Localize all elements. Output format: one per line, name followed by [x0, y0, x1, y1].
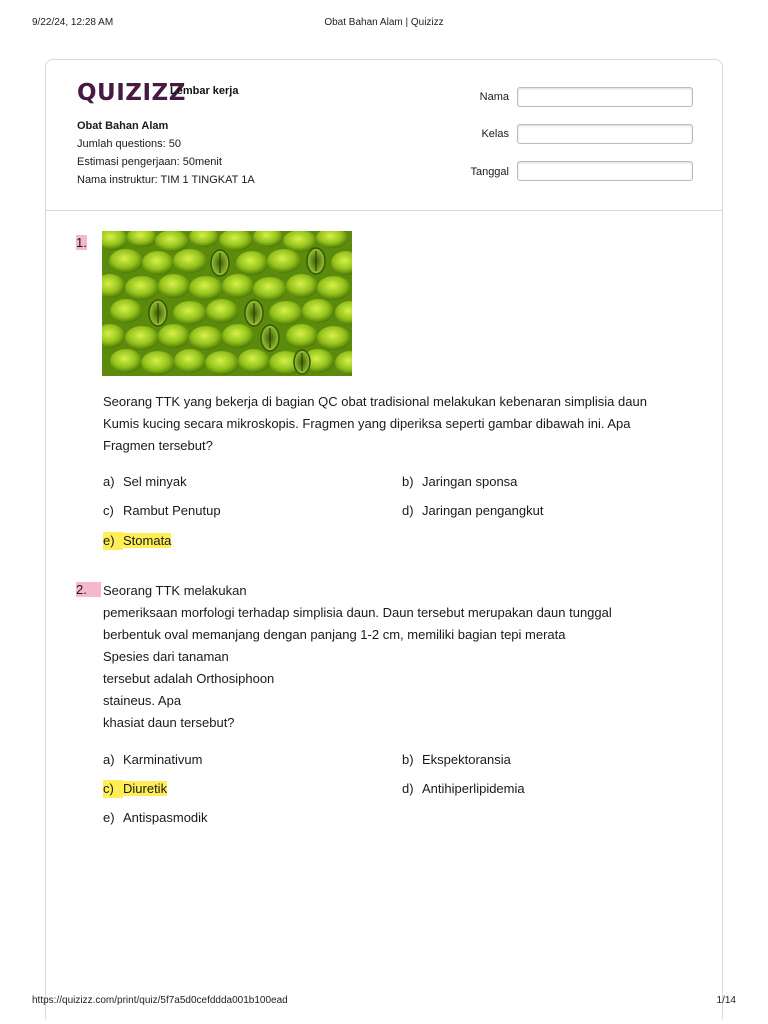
class-field[interactable] [517, 124, 693, 144]
date-label: Tanggal [470, 166, 509, 178]
question-2-option-e: e) Antispasmodik [103, 810, 208, 825]
worksheet-type-label: Lembar kerja [170, 85, 239, 97]
question-1-option-e-correct: e) Stomata [103, 533, 172, 548]
worksheet-header [46, 60, 722, 211]
question-count: Jumlah questions: 50 [77, 138, 181, 150]
question-1-number: 1. [76, 235, 87, 250]
question-1-option-d: d) Jaringan pengangkut [402, 503, 544, 518]
question-2-option-b: b) Ekspektoransia [402, 752, 511, 767]
question-2-text: Seorang TTK melakukan pemeriksaan morfologi terhadap simplisia daun. Daun tersebut merupakan daun tunggal berbentuk oval memanjang dengan panjang 1-2 cm, memiliki bagian tepi merata Spesies dari tanaman tersebut adalah Orthosiphoon staineus. Apa khasiat daun tersebut? [103, 583, 612, 730]
question-2-option-d: d) Antihiperlipidemia [402, 781, 525, 796]
date-field[interactable] [517, 161, 693, 181]
print-footer [32, 995, 736, 1009]
question-1-option-a: a) Sel minyak [103, 474, 187, 489]
name-label: Nama [479, 91, 509, 103]
question-2-number: 2. [76, 582, 101, 597]
name-field[interactable] [517, 87, 693, 107]
question-1-option-c: c) Rambut Penutup [103, 503, 221, 518]
time-estimate: Estimasi pengerjaan: 50menit [77, 156, 222, 168]
print-title: Obat Bahan Alam | Quizizz [324, 17, 444, 28]
page-number: 1/14 [716, 995, 736, 1006]
print-url[interactable]: https://quizizz.com/print/quiz/5f7a5d0cefddda001b100ead [32, 995, 288, 1006]
question-2-option-a: a) Karminativum [103, 752, 203, 767]
worksheet [45, 59, 723, 1019]
instructor-name: Nama instruktur: TIM 1 TINGKAT 1A [77, 174, 255, 186]
print-header [32, 17, 736, 31]
quizizz-logo: QUIZIZZ [77, 80, 186, 106]
quiz-title: Obat Bahan Alam [77, 120, 169, 132]
print-datetime: 9/22/24, 12:28 AM [32, 17, 114, 28]
question-1-text: Seorang TTK yang bekerja di bagian QC obat tradisional melakukan kebenaran simplisia daun Kumis kucing secara mikroskopis. Fragmen yang diperiksa seperti gambar dibawah ini. Apa Fragmen tersebut? [103, 394, 647, 453]
question-2-option-c-correct: c) Diuretik [103, 781, 168, 796]
class-label: Kelas [481, 128, 509, 140]
question-1-option-b: b) Jaringan sponsa [402, 474, 518, 489]
stomata-micrograph-image [102, 231, 352, 376]
